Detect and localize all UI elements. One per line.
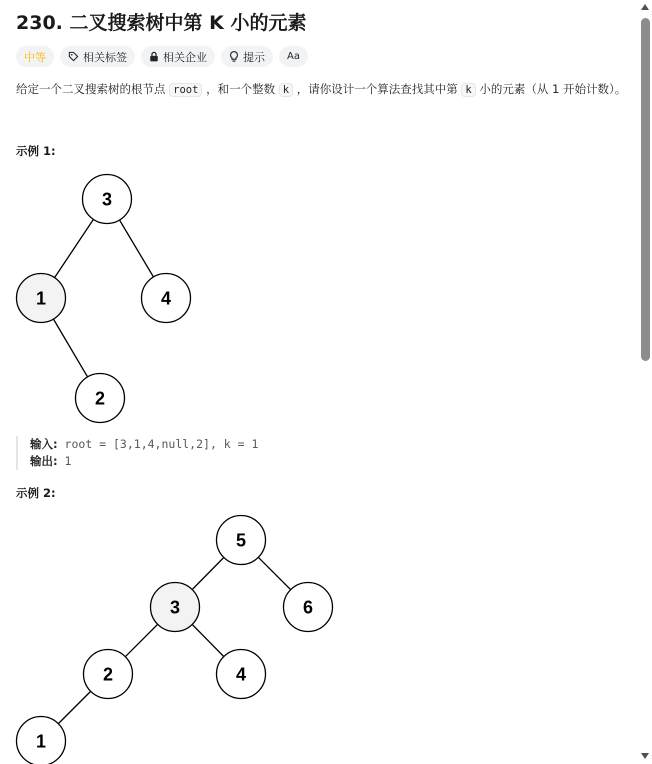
scroll-up-arrow-icon[interactable]	[641, 4, 649, 10]
svg-text:1: 1	[35, 731, 47, 752]
related-companies-button[interactable]	[141, 46, 215, 67]
problem-title[interactable]: 230. 二叉搜索树中第 K 小的元素	[16, 12, 307, 34]
related-tags-label: 相关标签	[83, 50, 127, 64]
tree-node-highlighted	[151, 583, 200, 632]
hints-button[interactable]	[221, 46, 273, 67]
vertical-scrollbar[interactable]	[638, 0, 652, 764]
difficulty-badge: 中等	[16, 46, 54, 67]
input-label: 输入:	[30, 437, 58, 451]
code-root: root	[169, 83, 202, 97]
svg-text:1: 1	[35, 288, 47, 309]
desc-text-2: ，和一个整数	[206, 82, 276, 96]
related-companies-label: 相关企业	[163, 50, 207, 64]
lightbulb-icon	[229, 51, 239, 63]
svg-text:2: 2	[102, 664, 114, 685]
svg-text:6: 6	[302, 597, 314, 618]
tree-node	[142, 274, 191, 323]
font-icon: Aa	[287, 51, 300, 62]
code-k-2: k	[461, 83, 475, 97]
svg-text:4: 4	[160, 288, 172, 309]
tree-node	[217, 650, 266, 699]
scroll-down-arrow-icon[interactable]	[641, 753, 649, 759]
tree-node	[217, 516, 266, 565]
svg-text:3: 3	[101, 189, 113, 210]
font-setting-button[interactable]	[279, 46, 308, 67]
tree-node	[83, 175, 132, 224]
svg-text:4: 4	[235, 664, 247, 685]
svg-text:3: 3	[169, 597, 181, 618]
tree-node-highlighted	[17, 274, 66, 323]
example-1-title: 示例 1:	[16, 144, 56, 158]
related-tags-button[interactable]	[60, 46, 135, 67]
tree-node	[17, 717, 66, 764]
example-1-tree-diagram	[16, 170, 216, 430]
tree-node	[284, 583, 333, 632]
lock-icon	[149, 51, 159, 62]
example-2-title: 示例 2:	[16, 486, 56, 500]
tag-icon	[68, 51, 79, 62]
input-value: root = [3,1,4,null,2], k = 1	[64, 437, 259, 451]
desc-text-4: 小的元素（从 1 开始计数）。	[479, 82, 627, 96]
example-1-output-line	[30, 453, 330, 470]
tree-node	[76, 374, 125, 423]
desc-text-3: ，请你设计一个算法查找其中第	[296, 82, 458, 96]
example-1-input-line	[30, 436, 330, 453]
tree-node	[84, 650, 133, 699]
scrollbar-thumb[interactable]	[641, 18, 650, 361]
code-k: k	[279, 83, 293, 97]
output-label: 输出:	[30, 454, 58, 468]
svg-text:2: 2	[94, 388, 106, 409]
svg-text:5: 5	[235, 530, 247, 551]
hints-label: 提示	[243, 50, 265, 64]
output-value: 1	[64, 454, 72, 468]
example-2-tree-diagram	[16, 510, 346, 764]
tag-bar	[16, 46, 308, 67]
problem-description	[16, 80, 641, 99]
example-1-io-block	[16, 436, 330, 470]
desc-text-1: 给定一个二叉搜索树的根节点	[16, 82, 166, 96]
